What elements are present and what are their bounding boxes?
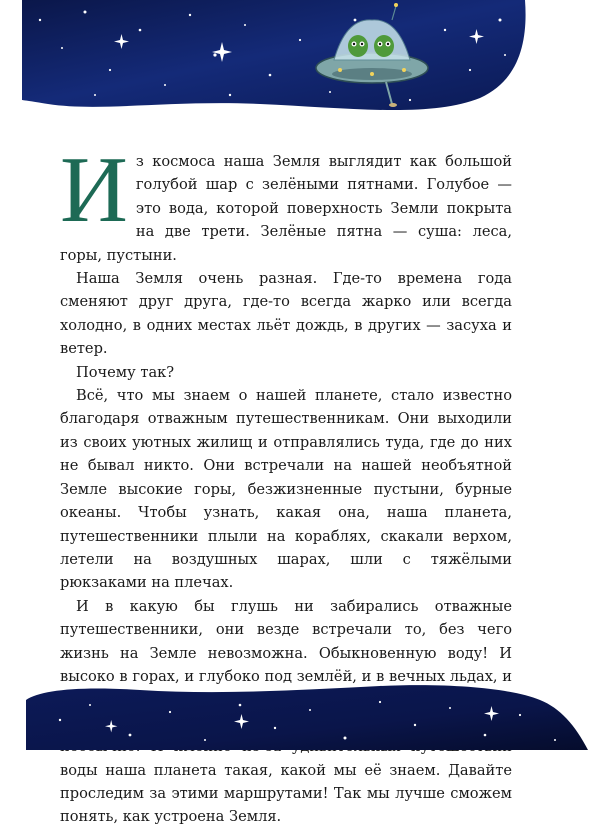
paragraph: Наша Земля очень разная. Где-то времена года сменяют друг друга, где-то всегда жарко или всегда холодно, в одних местах льёт дождь, в других — засуха и ветер. — [60, 270, 512, 358]
paragraph: воды наша планета такая, какой мы её знаем. Давайте проследим за этими маршрутами! Так мы лучше сможем понять, как устроена Земля. — [60, 761, 512, 826]
bottom-sky-shape — [26, 685, 588, 750]
paragraph: Всё, что мы знаем о нашей планете, стало известно благодаря отважным путешественникам. Они выходили из своих уютных жилищ и отправлялись туда, где до них не бывал никто. Они встречали на нашей необъятной Земле высокие горы, безжизненные пустыни, бурные океаны. Чтобы узнать, какая она, наша планета, путешественники плыли на кораблях, скакали верхом, летели на воздушных шарах, шли с тяжёлыми рюкзаками на плечах. — [60, 387, 512, 592]
drop-cap: И — [60, 138, 128, 242]
paragraph-question: Почему так? — [76, 363, 175, 381]
paragraph-intro-text: з космоса наша Земля выглядит как большой голубой шар с зелёными пятнами. Голубое — это вода, которой поверхность Земли покрыта на две трети. Зелёные пятна — суша: леса, горы, пустыни. — [60, 153, 512, 264]
paragraph: И в какую бы глушь ни забирались отважные путешественники, они везде встречали то, без чего жизнь на Земле невозможна. Обыкновенную воду! И высоко в горах, и глубоко под землёй, и в вечных льдах, и — [60, 597, 512, 685]
